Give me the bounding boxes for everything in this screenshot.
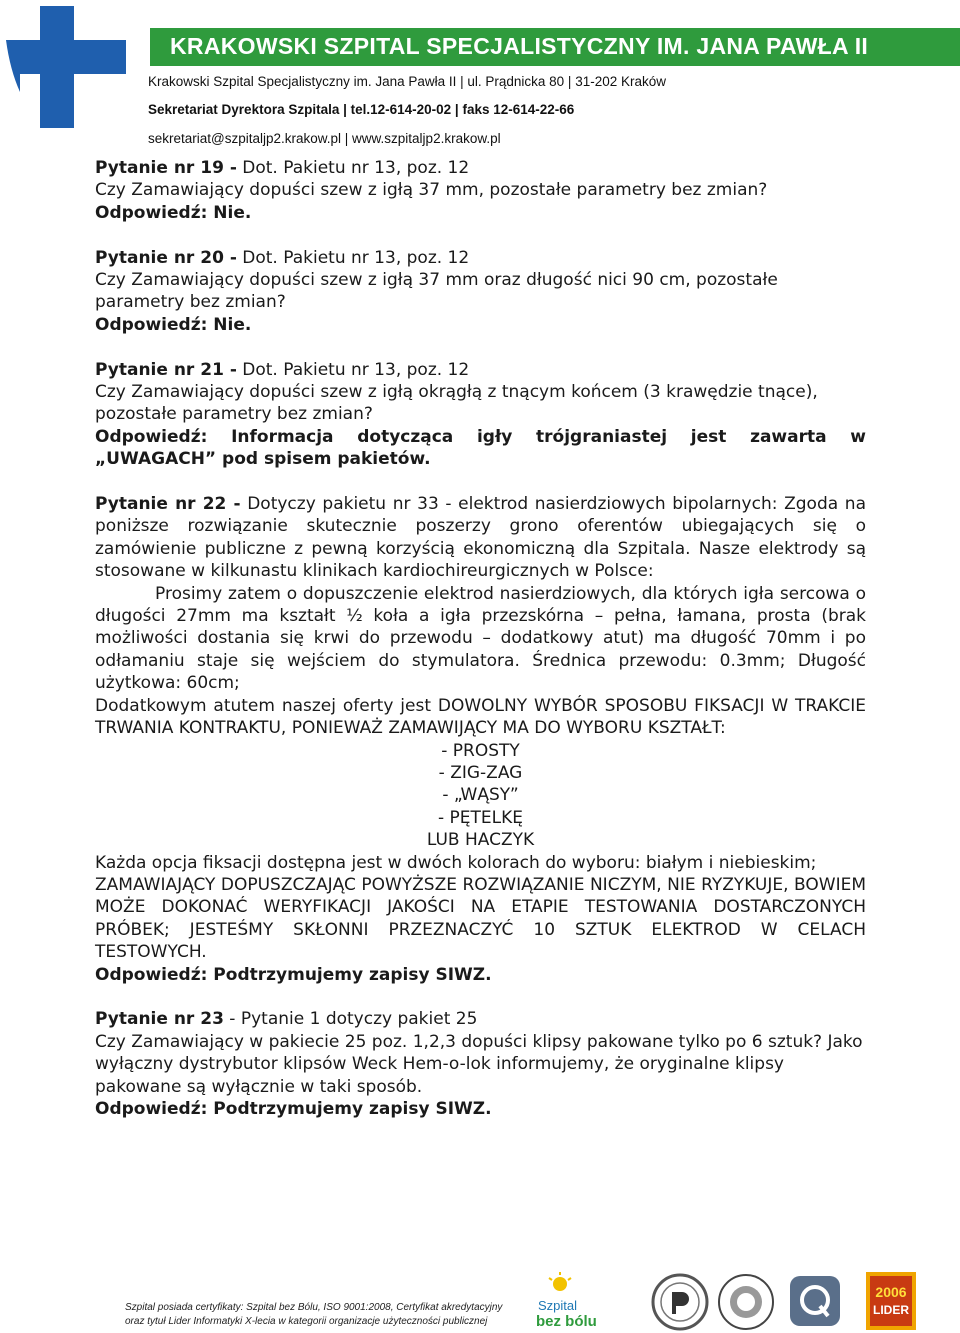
fixation-shape-list [95, 740, 866, 852]
answer: Odpowiedź: Nie. [95, 202, 252, 223]
lider-award-icon [866, 1272, 916, 1330]
question-label: Pytanie nr 23 [95, 1009, 224, 1030]
question-text: Czy Zamawiający w pakiecie 25 poz. 1,2,3 dopuści klipsy pakowane tylko po 6 sztuk? Jako wyłączny dystrybutor klipsów Weck Hem-o-lok informujemy, że oryginalne klipsy pakowane są wyłącznie w taki sposób. [95, 1031, 863, 1097]
question-ref: Dot. Pakietu nr 13, poz. 12 [236, 247, 470, 268]
risk-note: ZAMAWIAJĄCY DOPUSZCZAJĄC POWYŻSZE ROZWIĄZANIE NICZYM, NIE RYZYKUJE, BOWIEM MOŻE DOKONAĆ WERYFIKACJI JAKOŚCI NA ETAPIE TESTOWANIA DOSTARCZONYCH PRÓBEK; JESTEŚMY SKŁONNI PRZEZNACZYĆ 10 SZTUK ELEKTROD W CELACH TESTOWYCH. [95, 874, 866, 963]
certificate-logos [530, 1270, 950, 1332]
hospital-name-banner [150, 28, 960, 66]
question-label: Pytanie nr 22 - [95, 494, 241, 515]
question-label: Pytanie nr 21 - [95, 359, 237, 380]
shape-item: - ZIG-ZAG [438, 762, 523, 783]
answer: Odpowiedź: Podtrzymujemy zapisy SIWZ. [95, 1099, 492, 1119]
address-line: Krakowski Szpital Specjalistyczny im. Jana Pawła II | ul. Prądnicka 80 | 31-202 Kraków [148, 74, 666, 89]
hospital-cross-logo [0, 0, 130, 130]
certificates-line-2: oraz tytuł Lider Informatyki X-lecia w kategorii organizacje użyteczności publicznej [125, 1316, 488, 1327]
shape-item: LUB HACZYK [426, 830, 535, 851]
lider-year: 2006 [875, 1284, 907, 1300]
question-ref: Dot. Pakietu nr 13, poz. 12 [236, 359, 470, 380]
question-advantage: Dodatkowym atutem naszej oferty jest DOWOLNY WYBÓR SPOSOBU FIKSACJI W TRAKCIE TRWANIA KONTRAKTU, PONIEWAŻ ZAMAWIJĄCY MA DO WYBORU KSZTAŁT: [95, 695, 866, 739]
lider-word: LIDER [873, 1303, 909, 1317]
certificates-note [125, 1301, 525, 1329]
question-text: Czy Zamawiający dopuści szew z igłą okrągłą z tnącym końcem (3 krawędzie tnące), pozostałe parametry bez zmian? [95, 382, 818, 425]
question-20 [95, 247, 866, 337]
accreditation-seal-icon [719, 1275, 773, 1329]
contact-line[interactable]: sekretariat@szpitaljp2.krakow.pl | www.szpitaljp2.krakow.pl [148, 131, 501, 146]
question-text: Czy Zamawiający dopuści szew z igłą 37 mm oraz długość nici 90 cm, pozostałe parametry bez zmian? [95, 270, 778, 313]
shape-item: - „WĄSY” [442, 785, 519, 806]
question-text: Czy Zamawiający dopuści szew z igłą 37 mm, pozostałe parametry bez zmian? [95, 180, 768, 201]
certificates-line-1: Szpital posiada certyfikaty: Szpital bez Bólu, ISO 9001:2008, Certyfikat akredytacyjny [125, 1302, 503, 1313]
hospital-name: KRAKOWSKI SZPITAL SPECJALISTYCZNY IM. JANA PAWŁA II [170, 33, 869, 59]
question-21 [95, 359, 866, 471]
question-22 [95, 493, 866, 986]
question-label: Pytanie nr 20 - [95, 247, 237, 268]
question-ref: Dot. Pakietu nr 13, poz. 12 [236, 158, 470, 178]
logo-text-szpital: Szpital [538, 1298, 578, 1313]
question-request: Prosimy zatem o dopuszczenie elektrod nasierdziowych, dla których igła sercowa o długości 27mm ma kształt ½ koła a igła przezskórna – pełna, łamana, prosta (brak możliwości dostania się krwi do przewodu – dodatkowy atut) ma długość 70mm i po odłamaniu staje się wejściem do stymulatora. Średnica przewodu: 0.3mm; Długość użytkowa: 60cm; [95, 583, 866, 694]
question-intro: Dotyczy pakietu nr 33 - elektrod nasierdziowych bipolarnych: Zgoda na poniższe rozwiązanie skutecznie poszerzy grono oferentów ubiegających się o zamówienie publiczne z pewną korzyścią ekonomiczną dla Szpitala. Nasze elektrody są stosowane w kilkunastu klinikach kardiochireurgicznych w Polsce: [95, 494, 866, 582]
answer: Odpowiedź: Nie. [95, 314, 252, 335]
iso-certificate-icon [653, 1275, 707, 1329]
question-ref: - Pytanie 1 dotyczy pakiet 25 [223, 1009, 478, 1030]
colors-note: Każda opcja fiksacji dostępna jest w dwóch kolorach do wyboru: białym i niebieskim; [95, 852, 817, 873]
szpital-bez-bolu-logo [536, 1272, 597, 1330]
question-19 [95, 157, 866, 224]
sun-icon [549, 1272, 571, 1291]
shape-item: - PROSTY [441, 740, 520, 761]
answer: Odpowiedź: Informacja dotycząca igły trójgraniastej jest zawarta w „UWAGACH” pod spisem pakietów. [95, 426, 866, 470]
question-23 [95, 1008, 866, 1120]
document-body [95, 157, 866, 1120]
quality-q-icon [790, 1276, 840, 1326]
question-label: Pytanie nr 19 - [95, 158, 237, 178]
secretariat-line: Sekretariat Dyrektora Szpitala | tel.12-614-20-02 | faks 12-614-22-66 [148, 102, 575, 117]
shape-item: - PĘTELKĘ [437, 807, 524, 828]
logo-text-bez-bolu: bez bólu [536, 1313, 597, 1330]
answer: Odpowiedź: Podtrzymujemy zapisy SIWZ. [95, 964, 492, 985]
